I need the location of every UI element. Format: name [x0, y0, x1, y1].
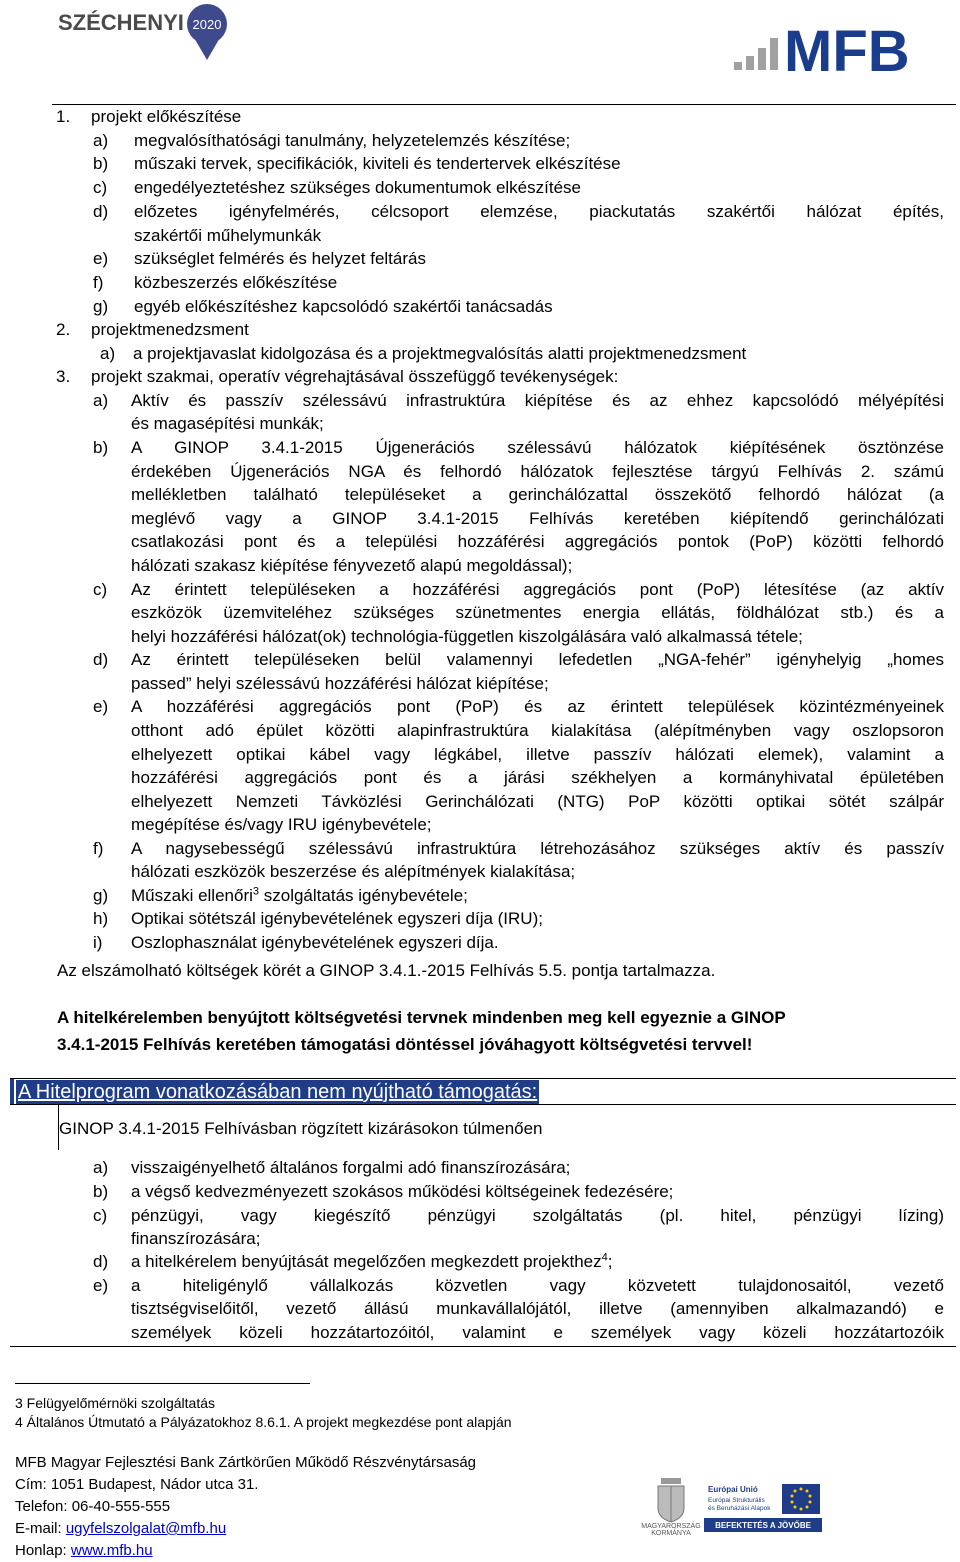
sub-text: megépítése és/vagy IRU igénybevétele; — [131, 815, 432, 834]
sub-text: előzetes igényfelmérés, célcsoport elemzése, piackutatás szakértői hálózat építés, — [134, 202, 944, 221]
sub-text: A hozzáférési aggregációs pont (PoP) és az érintett települések közintézményeinek — [131, 697, 944, 716]
szechenyi-logo-text: SZÉCHENYI — [58, 10, 184, 35]
sub-text: érdekében Újgenerációs NGA és felhordó hálózatok fejlesztése tárgyú Felhívás 2. számú — [131, 462, 944, 481]
sub-text: elhelyezett optikai kábel vagy légkábel, illetve passzív hálózati elemek), valamint a — [131, 745, 944, 764]
sub-marker: a) — [93, 1158, 109, 1177]
sub-text: Optikai sötétszál igénybevételének egyszeri díja (IRU); — [131, 909, 543, 928]
section-banner — [10, 1078, 956, 1105]
budget-notice: 3.4.1-2015 Felhívás keretében támogatási döntéssel jóváhagyott költségvetési tervvel! — [57, 1035, 753, 1054]
sub-text: engedélyeztetéshez szükséges dokumentumok elkészítése — [134, 178, 581, 197]
footnote-4: 4 Általános Útmutató a Pályázatokhoz 8.6.1. A projekt megkezdése pont alapján — [15, 1414, 512, 1430]
sub-marker: d) — [93, 650, 109, 669]
footnote-separator — [15, 1383, 310, 1384]
sub-text: helyi hozzáférési hálózat(ok) technológia-független kiszolgálására való alkalmassá tétele; — [131, 627, 803, 646]
sub-text: egyéb előkészítéshez kapcsolódó szakértői tanácsadás — [134, 297, 553, 316]
eligible-costs-note: Az elszámolható költségek körét a GINOP 3.4.1.-2015 Felhívás 5.5. pontja tartalmazza. — [57, 961, 716, 980]
sub-text: tisztségviselőitől, vezető állású munkavállalójától, illetve (amennyiben alkalmazandó) e — [131, 1299, 944, 1318]
sub-text: szolgáltatás igénybevétele; — [263, 886, 468, 905]
company-phone: Telefon: 06-40-555-555 — [15, 1498, 171, 1515]
sub-text: Az érintett településeken a hozzáférési aggregációs pont (PoP) létesítése (az aktív — [131, 580, 944, 599]
sub-text: hozzáférési aggregációs pont és a járási székhelyen a kormányhivatal épületében — [131, 768, 944, 787]
sub-marker: c) — [93, 1206, 108, 1225]
eu-funds-logo — [704, 1482, 822, 1534]
sub-text: Műszaki ellenőri — [131, 886, 253, 905]
list-number: 3. — [56, 367, 71, 386]
web-link[interactable]: www.mfb.hu — [70, 1542, 153, 1559]
sub-text: a projektjavaslat kidolgozása és a projektmegvalósítás alatti projektmenedzsment — [133, 344, 747, 363]
sub-text: hálózati eszközök beszerzése és alépítmények kialakítása; — [131, 862, 576, 881]
sub-marker: d) — [93, 202, 109, 221]
exclusions-intro: GINOP 3.4.1-2015 Felhívásban rögzített kizárásokon túlmenően — [59, 1119, 543, 1138]
sub-marker: h) — [93, 909, 109, 928]
eu-logo-line3: és Beruházási Alapok — [708, 1505, 771, 1512]
sub-text: a hitelkérelem benyújtását megelőzően megkezdett projekthez — [131, 1252, 602, 1271]
sub-marker: c) — [93, 178, 108, 197]
sub-text: hálózati szakasz kiépítése fényvezető alapú megoldással); — [131, 556, 573, 575]
sub-marker: b) — [93, 154, 109, 173]
sub-marker: e) — [93, 1276, 109, 1295]
sub-text: Az érintett településeken belül valamennyi lefedetlen „NGA-fehér” igényhelyig „homes — [131, 650, 944, 669]
mfb-logo-text: MFB — [784, 19, 910, 78]
company-address: Cím: 1051 Budapest, Nádor utca 31. — [15, 1476, 259, 1493]
sub-marker: i) — [93, 933, 103, 952]
sub-text: visszaigényelhető általános forgalmi adó finanszírozására; — [131, 1158, 571, 1177]
sub-marker: a) — [100, 344, 116, 363]
sub-marker: b) — [93, 1182, 109, 1201]
footnote-ref: 4 — [601, 1251, 608, 1264]
sub-text: otthont adó épület közötti alapinfrastruktúra kialakítása (alépítményben vagy oszlopsoron — [131, 721, 944, 740]
sub-text: műszaki tervek, specifikációk, kiviteli és tendertervek elkészítése — [134, 154, 621, 173]
list-heading: projekt szakmai, operatív végrehajtásával összefüggő tevékenységek: — [91, 367, 619, 386]
list-number: 2. — [56, 320, 71, 339]
szechenyi-logo-year: 2020 — [192, 17, 222, 32]
sub-marker: g) — [93, 297, 109, 316]
sub-text: szakértői műhelymunkák — [134, 226, 322, 245]
sub-marker: e) — [93, 249, 109, 268]
sub-text: csatlakozási pont és a települési hozzáférési aggregációs pontok (PoP) közötti felhordó — [131, 532, 944, 551]
email-link[interactable]: ugyfelszolgalat@mfb.hu — [65, 1520, 227, 1537]
sub-text: megvalósíthatósági tanulmány, helyzetelemzés készítése; — [134, 131, 571, 150]
company-email-row — [15, 1518, 226, 1540]
sub-text: A nagysebességű szélessávú infrastruktúra létrehozásához szükséges aktív és passzív — [131, 839, 944, 858]
sub-text: meglévő vagy a GINOP 3.4.1-2015 Felhívás keretében kiépítendő gerinchálózati — [131, 509, 944, 528]
szechenyi-2020-logo — [58, 2, 233, 64]
sub-marker: f) — [93, 273, 104, 292]
sub-text: személyek közeli hozzátartozóitól, valamint e személyek vagy közeli hozzátartozóik — [131, 1323, 944, 1342]
content-bottom-rule — [10, 1346, 956, 1347]
sub-text: finanszírozására; — [131, 1229, 261, 1248]
mfb-logo — [730, 16, 945, 78]
gov-logo-line1: MAGYARORSZÁG — [641, 1523, 701, 1530]
sub-text: Aktív és passzív szélessávú infrastruktúra kiépítése és az ehhez kapcsolódó mélyépítési — [131, 391, 944, 410]
list-heading: projektmenedzsment — [91, 320, 249, 339]
sub-text: szükséglet felmérés és helyzet feltárás — [134, 249, 426, 268]
eu-slogan: BEFEKTETÉS A JÖVŐBE — [715, 1521, 811, 1530]
sub-text: Oszlophasználat igénybevételének egyszeri díja. — [131, 933, 499, 952]
budget-notice: A hitelkérelemben benyújtott költségvetési tervnek mindenben meg kell egyeznie a GINOP — [57, 1008, 786, 1027]
footnote-3: 3 Felügyelőmérnöki szolgáltatás — [15, 1395, 215, 1411]
sub-marker: b) — [93, 438, 109, 457]
footnote-ref: 3 — [252, 885, 260, 898]
sub-marker: a) — [93, 131, 109, 150]
email-label: E-mail: — [15, 1520, 66, 1537]
sub-text: A GINOP 3.4.1-2015 Újgenerációs szélessávú hálózatok kiépítésének ösztönzése — [131, 438, 944, 457]
sub-text: és magasépítési munkák; — [131, 414, 324, 433]
web-label: Honlap: — [15, 1542, 71, 1559]
sub-text: közbeszerzés előkészítése — [134, 273, 338, 292]
sub-marker: a) — [93, 391, 109, 410]
sub-marker: f) — [93, 839, 104, 858]
company-name: MFB Magyar Fejlesztési Bank Zártkörűen Működő Részvénytársaság — [15, 1454, 477, 1471]
eu-logo-line2: Európai Strukturális — [708, 1497, 765, 1504]
sub-text: ; — [607, 1252, 613, 1271]
list-heading: projekt előkészítése — [91, 107, 242, 126]
sub-text: passed” helyi szélessávú hozzáférési hálózat kiépítése; — [131, 674, 549, 693]
sub-text: pénzügyi, vagy kiegészítő pénzügyi szolgáltatás (pl. hitel, pénzügyi lízing) — [131, 1206, 944, 1225]
sub-text: eszközök üzemviteléhez szükséges szünetmentes energia ellátás, földhálózat stb.) és a — [131, 603, 944, 622]
hungarian-government-logo — [636, 1474, 706, 1536]
eu-logo-line1: Európai Unió — [708, 1485, 758, 1494]
sub-marker: c) — [93, 580, 108, 599]
sub-text: elhelyezett Nemzeti Távközlési Gerinchálózati (NTG) PoP közötti optikai sötét szálpár — [131, 792, 944, 811]
sub-marker: e) — [93, 697, 109, 716]
sub-marker: g) — [93, 886, 109, 905]
sub-text: a hiteligénylő vállalkozás közvetlen vagy közvetett tulajdonosaitól, vezető — [131, 1276, 944, 1295]
sub-marker: d) — [93, 1252, 109, 1271]
gov-logo-line2: KORMÁNYA — [651, 1530, 691, 1536]
sub-text: a végső kedvezményezett szokásos működési költségeinek fedezésére; — [131, 1182, 674, 1201]
list-number: 1. — [56, 107, 71, 126]
sub-text: mellékletben található településeket a gerinchálózattal összekötő felhordó hálózat (a — [131, 485, 944, 504]
section-banner-title: A Hitelprogram vonatkozásában nem nyújtható támogatás: — [18, 1081, 538, 1103]
